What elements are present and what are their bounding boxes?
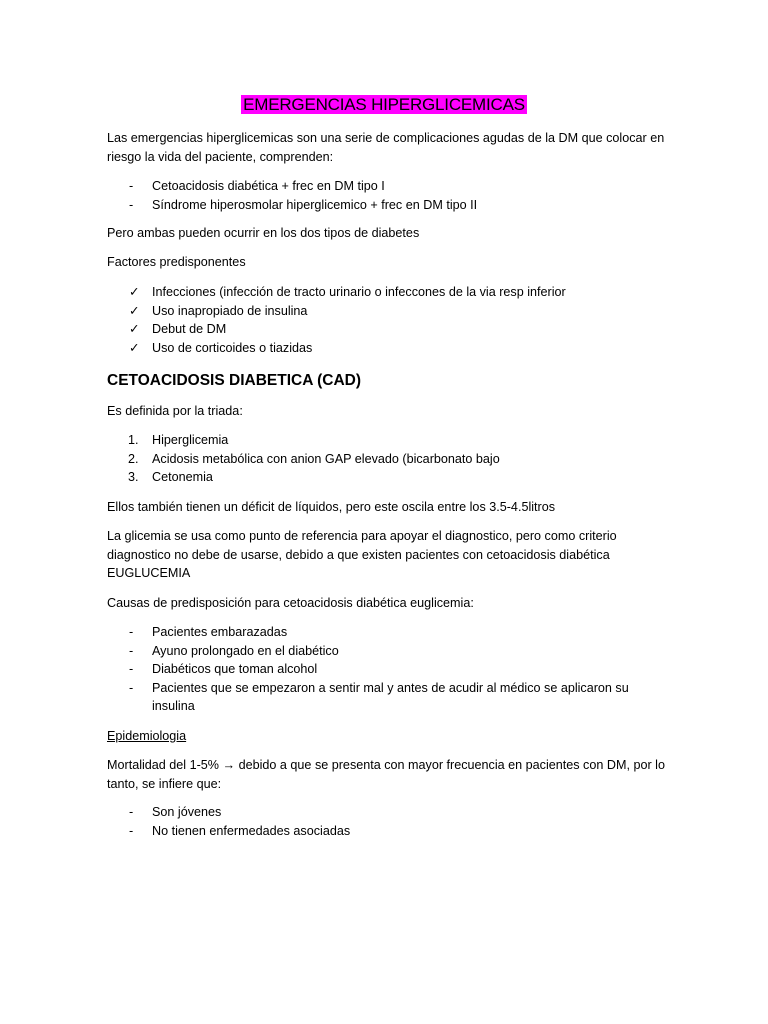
fluid-deficit-paragraph: Ellos también tienen un déficit de líquidos, pero este oscila entre los 3.5-4.5litros <box>107 500 556 514</box>
dash-bullet: - <box>129 823 134 838</box>
check-icon: ✓ <box>129 285 140 299</box>
title-highlight: EMERGENCIAS HIPERGLICEMICAS <box>243 95 525 114</box>
dash-bullet: - <box>129 680 134 695</box>
glycemia-paragraph: La glicemia se usa como punto de referencia para apoyar el diagnostico, pero como criterio diagnostico no debe de usarse, debido a que existen pacientes con cetoacidosis diabética EUGLUCEMIA <box>107 529 617 581</box>
emergencies-list <box>107 177 667 214</box>
list-item: ✓ Debut de DM <box>107 320 667 339</box>
arrow-right-icon: → <box>222 758 236 772</box>
list-number: 2. <box>128 451 139 466</box>
check-icon: ✓ <box>129 340 140 355</box>
list-item: 1. Hiperglicemia <box>107 431 667 450</box>
causes-heading: Causas de predisposición para cetoacidosis diabética euglicemia: <box>107 596 474 610</box>
list-item: - Cetoacidosis diabética + frec en DM tipo I <box>107 177 667 196</box>
list-item: - Son jóvenes <box>107 803 667 822</box>
epidemiology-heading: Epidemiologia <box>107 729 187 743</box>
factors-heading: Factores predisponentes <box>107 255 246 269</box>
list-number: 3. <box>128 470 139 485</box>
check-icon: ✓ <box>129 322 140 337</box>
mortality-paragraph: Mortalidad del 1-5% → debido a que se presenta con mayor frecuencia en pacientes con DM, por lo tanto, se infiere que: <box>107 758 665 791</box>
list-number: 1. <box>128 433 139 447</box>
list-item: ✓ Infecciones (infección de tracto urinario o infeccones de la via resp inferior <box>107 283 667 302</box>
list-item: - Diabéticos que toman alcohol <box>107 660 667 679</box>
causes-list <box>107 623 667 716</box>
intro-paragraph: Las emergencias hiperglicemicas son una serie de complicaciones agudas de la DM que colocar en riesgo la vida del paciente, comprenden: <box>107 131 665 164</box>
list-item: 2. Acidosis metabólica con anion GAP elevado (bicarbonato bajo <box>107 450 667 469</box>
factors-list <box>107 283 667 357</box>
list-item: - Síndrome hiperosmolar hiperglicemico + frec en DM tipo II <box>107 196 667 215</box>
dash-bullet: - <box>129 625 134 639</box>
dash-bullet: - <box>129 805 134 819</box>
list-item: ✓ Uso inapropiado de insulina <box>107 302 667 321</box>
document-title <box>0 93 768 117</box>
dash-bullet: - <box>129 197 134 212</box>
dash-bullet: - <box>129 643 134 658</box>
list-item: - No tienen enfermedades asociadas <box>107 822 667 841</box>
triad-intro: Es definida por la triada: <box>107 404 243 418</box>
check-icon: ✓ <box>129 303 140 318</box>
list-item: 3. Cetonemia <box>107 468 667 487</box>
list-item: ✓ Uso de corticoides o tiazidas <box>107 339 667 358</box>
list-item: - Pacientes embarazadas <box>107 623 667 642</box>
cad-heading: CETOACIDOSIS DIABETICA (CAD) <box>107 372 362 389</box>
list-item: - Pacientes que se empezaron a sentir mal y antes de acudir al médico se aplicaron su insulina <box>129 680 629 714</box>
dash-bullet: - <box>129 662 134 677</box>
inferences-list <box>107 803 667 840</box>
list-item: - Ayuno prolongado en el diabético <box>107 642 667 661</box>
dash-bullet: - <box>129 179 134 193</box>
triad-list <box>107 431 667 487</box>
both-types-paragraph: Pero ambas pueden ocurrir en los dos tipos de diabetes <box>107 226 420 240</box>
